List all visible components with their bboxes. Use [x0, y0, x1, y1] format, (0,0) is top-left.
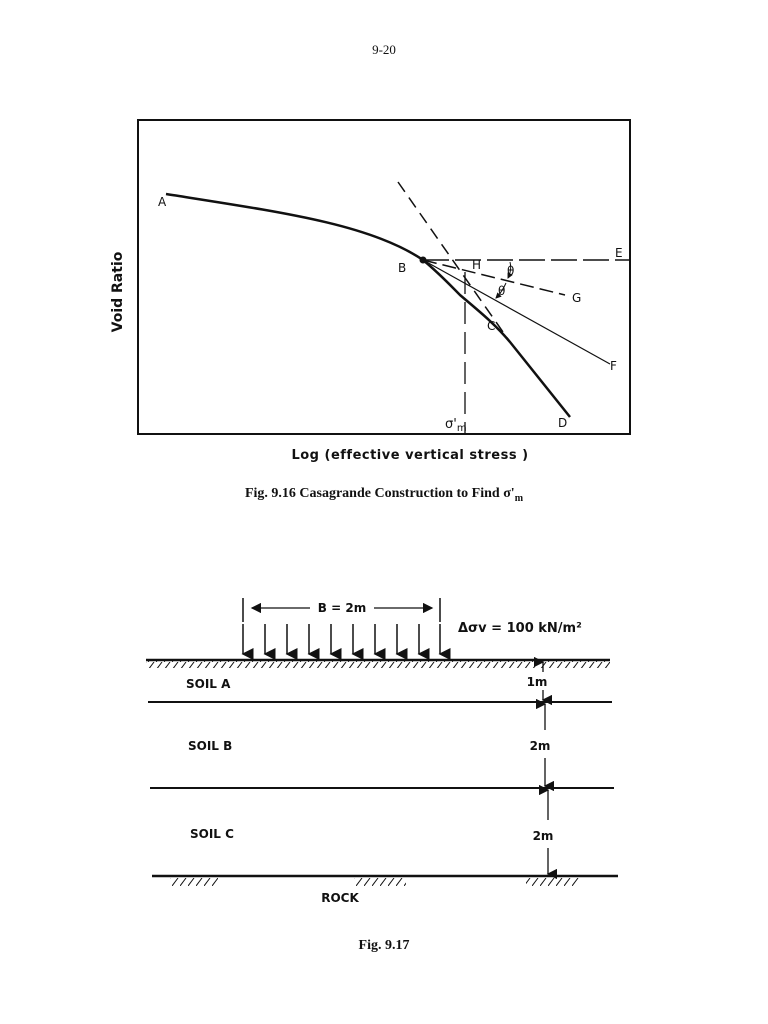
- figure-917-caption: Fig. 9.17: [358, 938, 410, 953]
- casagrande-construction-diagram: [100, 112, 640, 472]
- figure-916-caption: Fig. 9.16 Casagrande Construction to Find $\sigma'_m$: [244, 486, 524, 504]
- label-theta-1: θ: [507, 264, 515, 278]
- load-label: Δσv = 100 kN/m²: [458, 621, 582, 636]
- soil-b-thickness: 2m: [529, 739, 551, 753]
- bisector-line-bg: [423, 260, 565, 295]
- soil-c-thickness: 2m: [532, 829, 554, 843]
- label-sigma-m: $\sigma'_m$: [445, 417, 467, 434]
- label-f: F: [610, 359, 617, 373]
- label-g: G: [572, 291, 582, 305]
- label-e: E: [615, 246, 623, 260]
- rock-hatch-left: [170, 878, 218, 886]
- label-theta-2: θ: [498, 284, 506, 298]
- soil-b-label: SOIL B: [188, 739, 233, 753]
- virgin-line-extension: [398, 182, 510, 342]
- rock-hatch-middle: [354, 878, 406, 886]
- soil-c-label: SOIL C: [190, 827, 234, 841]
- soil-profile-diagram: [140, 590, 630, 920]
- label-d: D: [558, 416, 568, 430]
- rock-label: ROCK: [321, 891, 359, 905]
- y-axis-label: Void Ratio: [110, 251, 126, 333]
- label-b: B: [398, 261, 407, 275]
- footing-width-label: B = 2m: [317, 601, 367, 615]
- soil-a-thickness: 1m: [526, 675, 548, 689]
- label-h: H: [472, 258, 482, 272]
- page-number: 9-20: [372, 42, 396, 57]
- distributed-load-arrows: [243, 624, 440, 654]
- label-a: A: [158, 195, 167, 209]
- label-c: C: [487, 319, 496, 333]
- soil-a-label: SOIL A: [186, 677, 231, 691]
- rock-hatch-right: [526, 878, 580, 886]
- plot-frame: [138, 120, 630, 434]
- x-axis-label: Log (effective vertical stress ): [291, 448, 529, 463]
- compression-curve: [166, 194, 570, 417]
